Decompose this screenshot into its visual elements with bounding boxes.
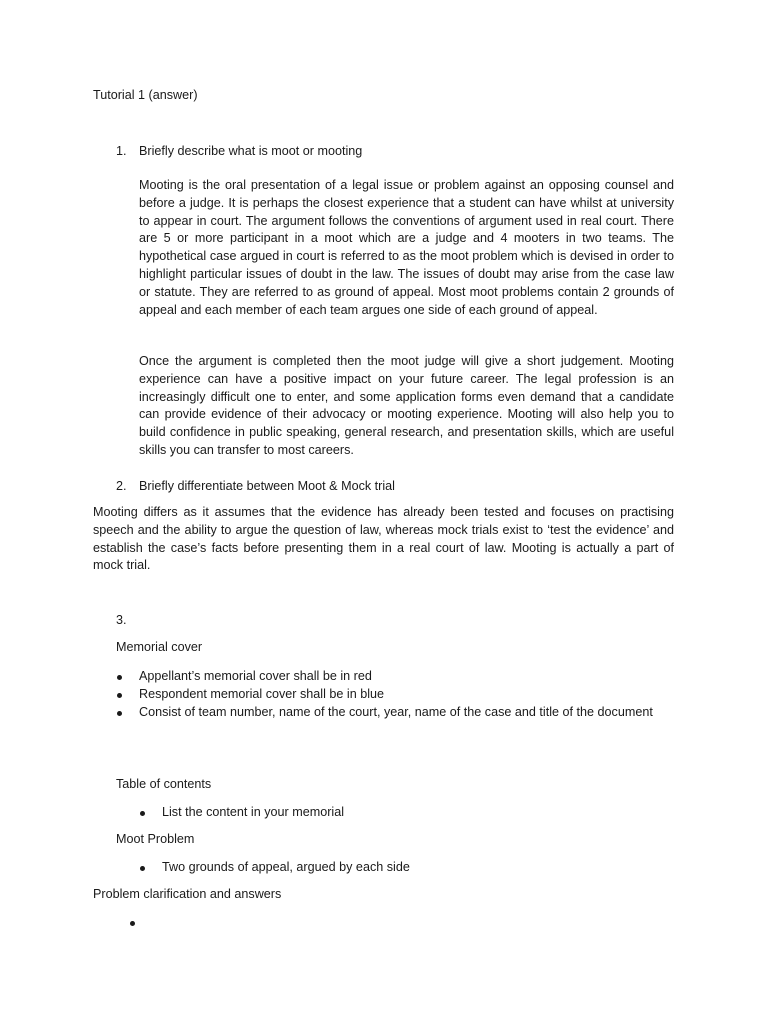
table-of-contents-heading: Table of contents <box>116 777 212 791</box>
question-1-text: Briefly describe what is moot or mooting <box>139 144 363 158</box>
list-item-text: Respondent memorial cover shall be in blue <box>139 686 385 701</box>
list-item-text: Consist of team number, name of the court, year, name of the case and title of the document <box>139 704 653 719</box>
bullet-icon <box>117 711 122 716</box>
bullet-icon <box>140 811 145 816</box>
list-item <box>116 704 674 722</box>
bullet-icon <box>140 866 145 871</box>
list-item <box>139 804 674 822</box>
bullet-icon <box>117 675 122 680</box>
question-1-number: 1. <box>116 144 127 158</box>
question-2-answer: Mooting differs as it assumes that the evidence has already been tested and focuses on practising speech and the ability to argue the question of law, whereas mock trials exist to ‘test the evidence’ and establish the case’s facts before presenting them in a real court of law. Mooting is actually a part of mock trial. <box>93 505 674 573</box>
list-item <box>116 668 674 686</box>
problem-clarification-list <box>139 914 674 931</box>
bullet-icon <box>130 921 135 926</box>
question-3-number: 3. <box>116 613 127 627</box>
list-item <box>139 859 674 877</box>
memorial-cover-heading: Memorial cover <box>116 640 203 654</box>
question-1-answer-paragraph-1: Mooting is the oral presentation of a legal issue or problem against an opposing counsel and before a judge. It is perhaps the closest experience that a student can have whilst at university to appear in court. The argument follows the conventions of argument used in real court. There are 5 or more participant in a moot which are a judge and 4 mooters in two teams. The hypothetical case argued in court is referred to as the moot problem which is devised in order to highlight particular issues of doubt in the law. The issues of doubt may arise from the case law or statute. They are referred to as ground of appeal. Most moot problems contain 2 grounds of appeal and each member of each team argues one side of each ground of appeal. <box>139 178 674 317</box>
moot-problem-list <box>139 859 674 877</box>
list-item-text: Two grounds of appeal, argued by each side <box>162 860 410 874</box>
list-item-text: Appellant’s memorial cover shall be in red <box>139 669 372 683</box>
moot-problem-heading: Moot Problem <box>116 832 195 846</box>
question-1-answer-paragraph-2: Once the argument is completed then the moot judge will give a short judgement. Mooting experience can have a positive impact on your future career. The legal profession is an increasingly difficult one to enter, and some application forms even demand that a candidate can provide evidence of their advocacy or mooting experience. Mooting will also help you to build confidence in public speaking, general research, and presentation skills, which are useful skills you can transfer to most careers. <box>139 354 674 457</box>
question-2-number: 2. <box>116 479 127 493</box>
problem-clarification-heading: Problem clarification and answers <box>93 887 282 901</box>
document-title: Tutorial 1 (answer) <box>93 88 198 102</box>
list-item <box>139 914 674 931</box>
list-item-text: List the content in your memorial <box>162 805 344 819</box>
memorial-cover-list <box>116 668 674 721</box>
bullet-icon <box>117 693 122 698</box>
table-of-contents-list <box>139 804 674 822</box>
list-item <box>116 686 674 704</box>
question-2-text: Briefly differentiate between Moot & Mock trial <box>139 479 395 493</box>
